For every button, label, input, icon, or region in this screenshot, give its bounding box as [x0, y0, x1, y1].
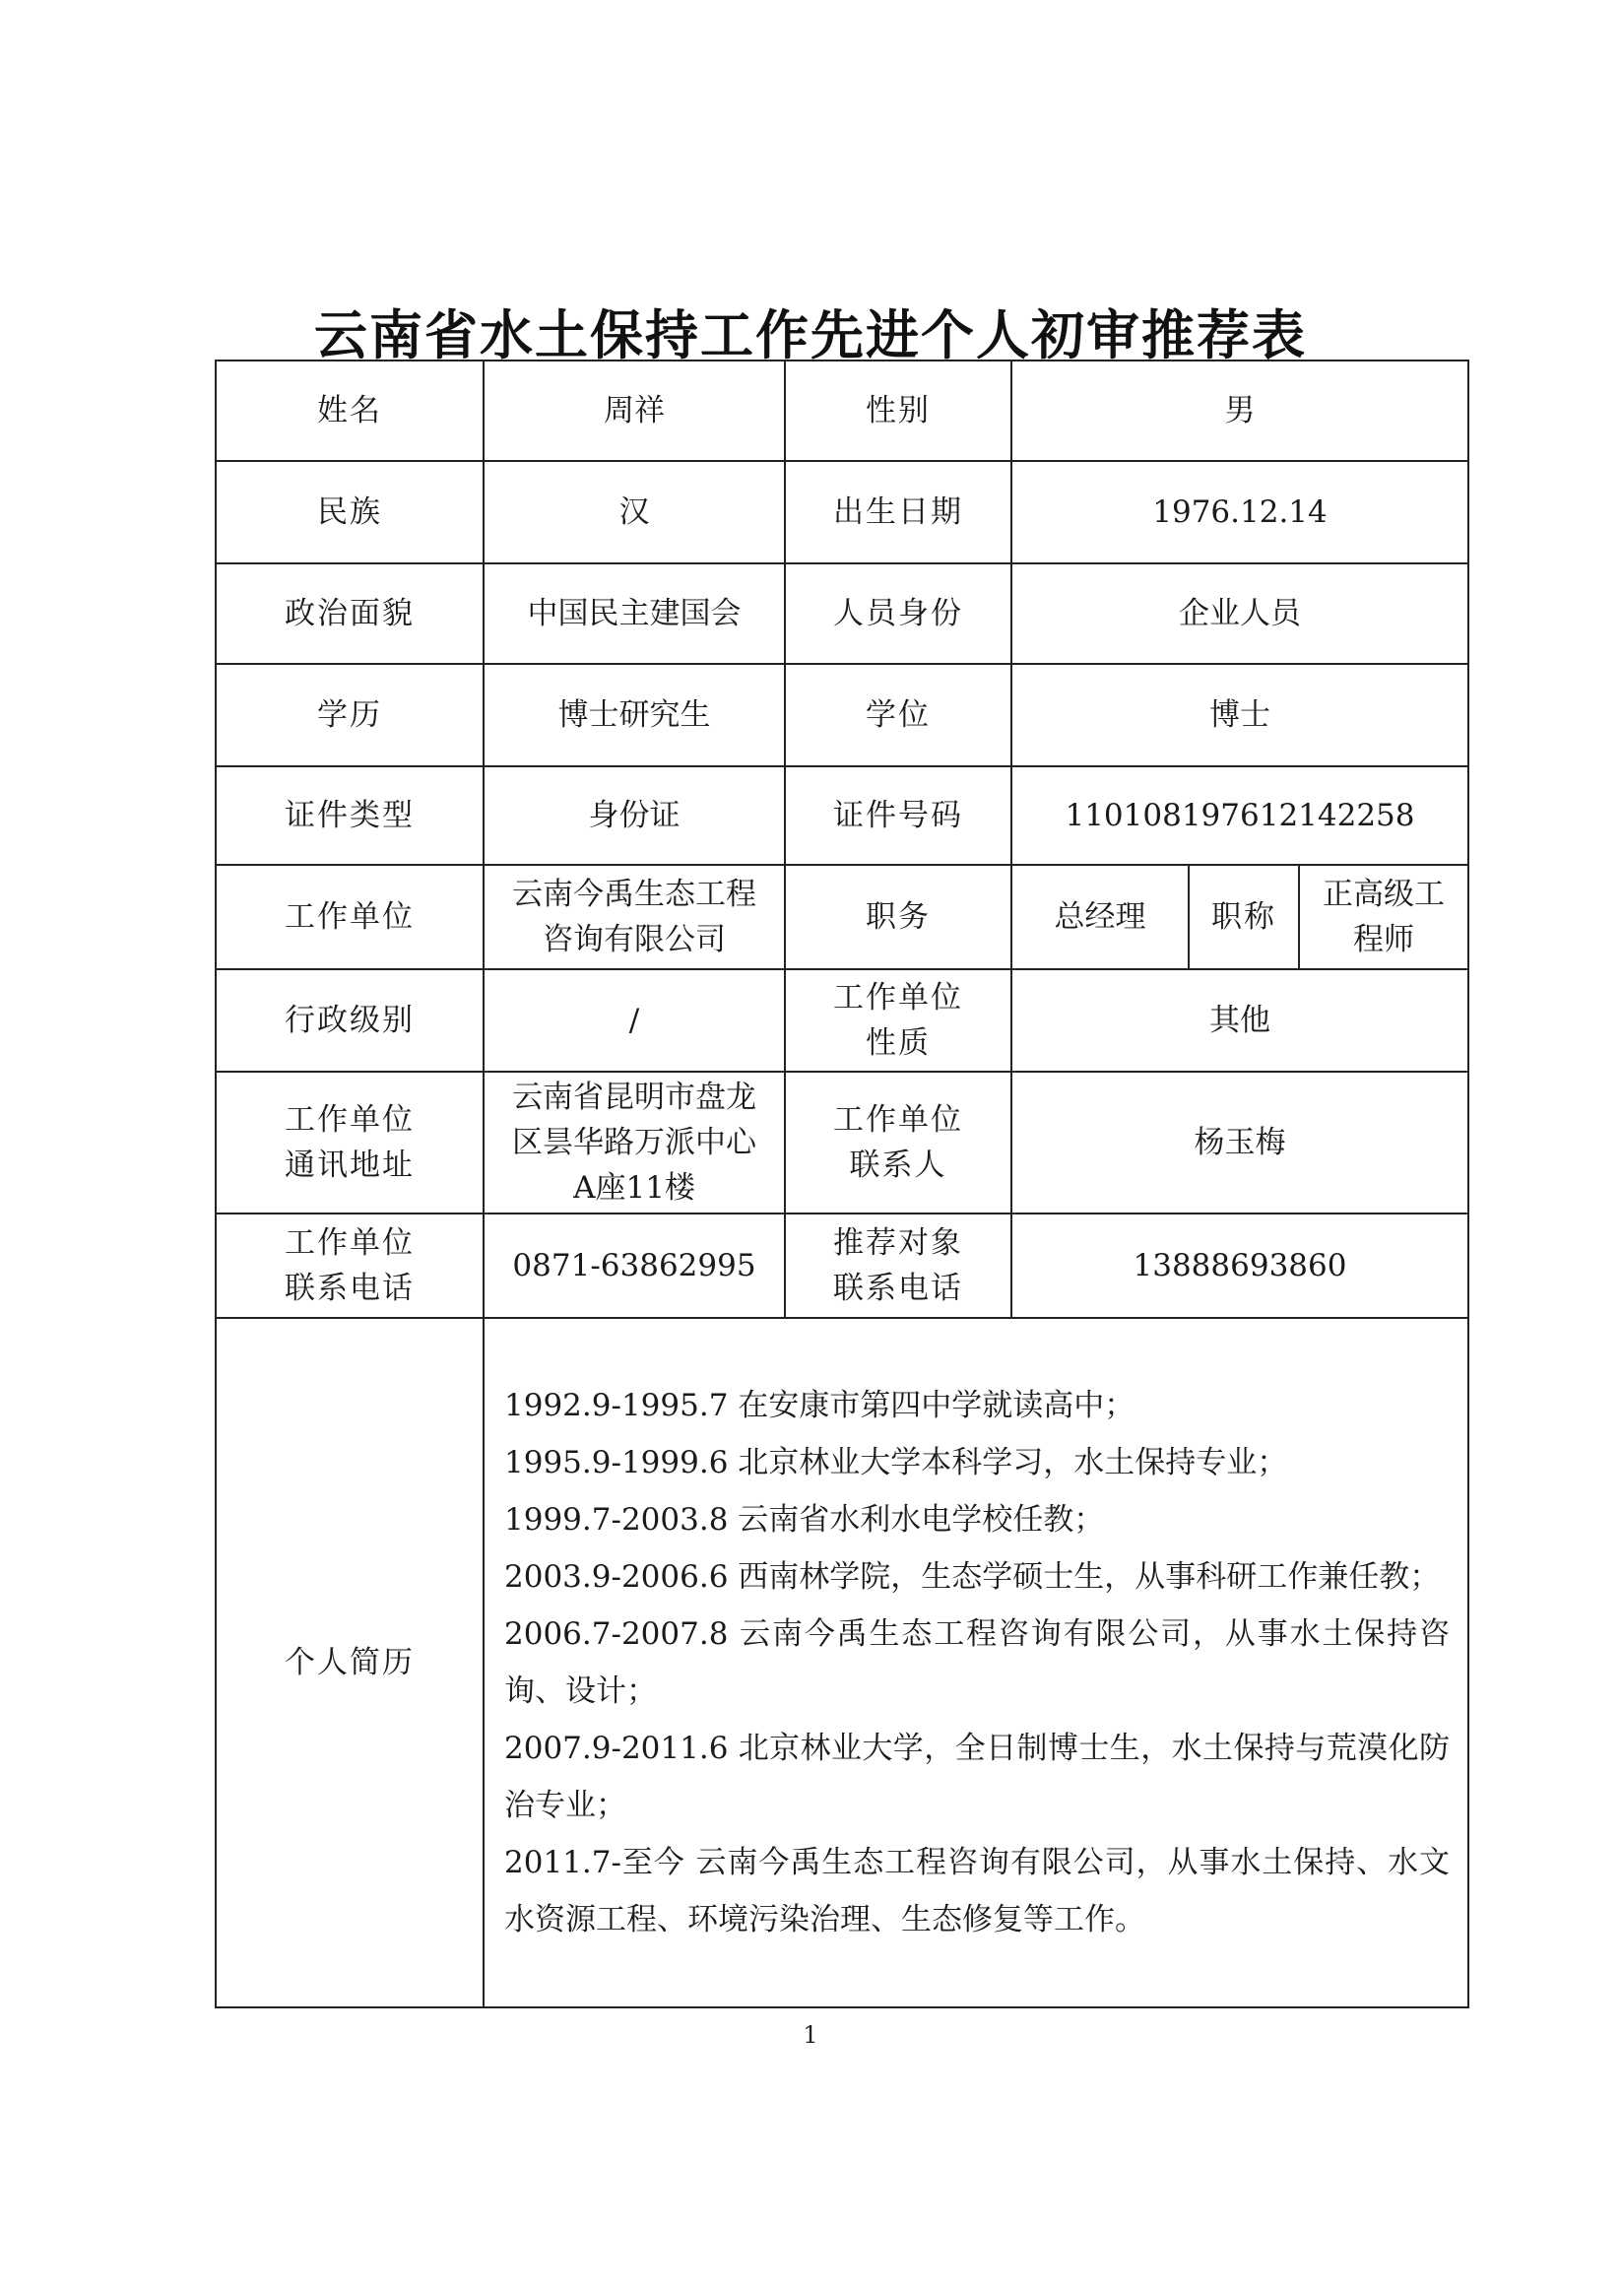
resume-item: 2007.9-2011.6 北京林业大学，全日制博士生，水土保持与荒漠化防治专业；: [504, 1731, 1450, 1823]
employer-value-line1: 云南今禹生态工程: [512, 877, 756, 912]
recommendation-form-table: [215, 360, 1469, 2008]
row-education-degree: [216, 664, 1468, 766]
employer-nature-label-line1: 工作单位: [833, 980, 963, 1016]
address-value-line2: 区昙华路万派中心: [512, 1125, 756, 1160]
employer-nature-value: 其他: [1011, 969, 1468, 1072]
row-resume: [216, 1318, 1468, 2007]
birth-date-value: 1976.12.14: [1011, 461, 1468, 563]
politics-label: 政治面貌: [216, 563, 484, 664]
post-value: 总经理: [1011, 865, 1189, 969]
row-politics-identity: [216, 563, 1468, 664]
contact-person-label-line1: 工作单位: [833, 1102, 963, 1138]
row-ethnicity-birth: [216, 461, 1468, 563]
degree-value: 博士: [1011, 664, 1468, 766]
nominee-phone-label-line1: 推荐对象: [833, 1225, 963, 1261]
gender-label: 性别: [785, 361, 1011, 461]
resume-item: 2011.7-至今 云南今禹生态工程咨询有限公司，从事水土保持、水文水资源工程、环境污染治理、生态修复等工作。: [504, 1845, 1450, 1937]
nominee-phone-label-line2: 联系电话: [833, 1271, 963, 1306]
resume-label: 个人简历: [216, 1318, 484, 2007]
politics-value: 中国民主建国会: [484, 563, 785, 664]
resume-item: 1992.9-1995.7 在安康市第四中学就读高中；: [504, 1388, 1135, 1423]
professional-title-line2: 程师: [1353, 922, 1414, 957]
row-admin-level: [216, 969, 1468, 1072]
birth-date-label: 出生日期: [785, 461, 1011, 563]
address-label-line1: 工作单位: [285, 1102, 415, 1138]
employer-phone-label-line1: 工作单位: [285, 1225, 415, 1261]
row-phones: [216, 1214, 1468, 1318]
ethnicity-value: 汉: [484, 461, 785, 563]
resume-item: 2003.9-2006.6 西南林学院，生态学硕士生，从事科研工作兼任教；: [504, 1559, 1441, 1595]
name-value: 周祥: [484, 361, 785, 461]
name-label: 姓名: [216, 361, 484, 461]
professional-title-label: 职称: [1189, 865, 1299, 969]
employer-nature-label: [785, 969, 1011, 1072]
page-number: 1: [803, 2021, 818, 2049]
resume-content: [484, 1318, 1468, 2007]
id-type-label: 证件类型: [216, 766, 484, 865]
id-type-value: 身份证: [484, 766, 785, 865]
education-label: 学历: [216, 664, 484, 766]
row-id: [216, 766, 1468, 865]
employer-value: [484, 865, 785, 969]
form-title: 云南省水土保持工作先进个人初审推荐表: [314, 303, 1307, 366]
nominee-phone-value: 13888693860: [1011, 1214, 1468, 1318]
id-number-label: 证件号码: [785, 766, 1011, 865]
row-employer-post: [216, 865, 1468, 969]
contact-person-label: [785, 1072, 1011, 1214]
nominee-phone-label: [785, 1214, 1011, 1318]
contact-person-label-line2: 联系人: [849, 1148, 947, 1183]
id-number-value: 110108197612142258: [1011, 766, 1468, 865]
address-label: [216, 1072, 484, 1214]
employer-value-line2: 咨询有限公司: [543, 922, 726, 957]
employer-phone-label: [216, 1214, 484, 1318]
address-label-line2: 通讯地址: [285, 1148, 415, 1183]
row-address-contact: [216, 1072, 1468, 1214]
address-value-line3: A座11楼: [573, 1170, 695, 1206]
employer-phone-label-line2: 联系电话: [285, 1271, 415, 1306]
address-value: [484, 1072, 785, 1214]
contact-person-value: 杨玉梅: [1011, 1072, 1468, 1214]
identity-label: 人员身份: [785, 563, 1011, 664]
employer-label: 工作单位: [216, 865, 484, 969]
professional-title-line1: 正高级工: [1323, 877, 1445, 912]
degree-label: 学位: [785, 664, 1011, 766]
row-name-gender: [216, 361, 1468, 461]
address-value-line1: 云南省昆明市盘龙: [512, 1080, 756, 1115]
resume-item: 1999.7-2003.8 云南省水利水电学校任教；: [504, 1502, 1105, 1538]
employer-phone-value: 0871-63862995: [484, 1214, 785, 1318]
resume-item: 1995.9-1999.6 北京林业大学本科学习，水土保持专业；: [504, 1445, 1288, 1480]
post-label: 职务: [785, 865, 1011, 969]
professional-title-value: [1299, 865, 1468, 969]
admin-level-label: 行政级别: [216, 969, 484, 1072]
gender-value: 男: [1011, 361, 1468, 461]
ethnicity-label: 民族: [216, 461, 484, 563]
employer-nature-label-line2: 性质: [866, 1025, 931, 1061]
education-value: 博士研究生: [484, 664, 785, 766]
identity-value: 企业人员: [1011, 563, 1468, 664]
admin-level-value: /: [484, 969, 785, 1072]
resume-item: 2006.7-2007.8 云南今禹生态工程咨询有限公司，从事水土保持咨询、设计；: [504, 1616, 1450, 1709]
